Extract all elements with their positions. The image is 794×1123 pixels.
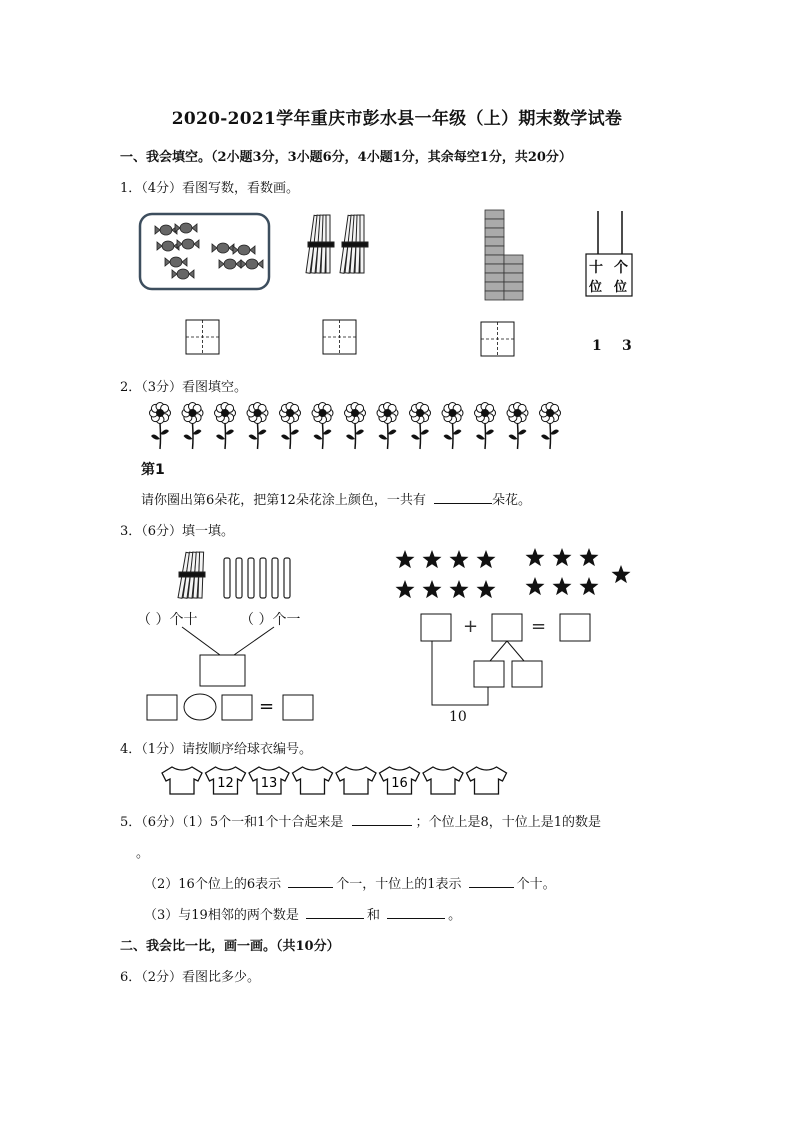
digit-ones: 3 — [622, 338, 632, 354]
abacus-label-ten: 十 — [589, 260, 603, 276]
question-5-3 — [144, 904, 461, 923]
shirt-number: 16 — [391, 776, 408, 791]
q5-text-b: ；个位上是8，十位上是1的数是 — [415, 815, 602, 830]
digit-tens: 1 — [592, 338, 602, 354]
shirt-6-icon[interactable] — [380, 767, 420, 794]
q5-blank-2[interactable] — [288, 876, 333, 888]
q5-text-a: 5．（6分）（1）5个一和1个十合起来是 — [120, 815, 344, 830]
q5-sub3-a: （3）与19相邻的两个数是 — [144, 908, 299, 923]
q3-ten-label: 10 — [449, 709, 467, 725]
question-5-1 — [120, 811, 601, 830]
abacus-label-wei-1: 位 — [589, 280, 603, 295]
shirt-7-icon[interactable] — [423, 767, 463, 794]
shirt-number: 13 — [260, 776, 278, 791]
shirt-8-icon[interactable] — [467, 767, 507, 794]
question-5-2 — [144, 873, 556, 892]
shirt-3-icon[interactable] — [249, 767, 289, 794]
q2-text-b: 朵花。 — [491, 493, 531, 508]
shirt-4-icon[interactable] — [293, 767, 333, 794]
page-title: 2020-2021学年重庆市彭水县一年级（上）期末数学试卷 — [171, 109, 623, 129]
q3-paren-one: （ ）个一 — [240, 612, 301, 628]
q5-sub2-a: （2）16个位上的6表示 — [144, 877, 282, 892]
section-2-header: 二、我会比一比，画一画。（共10分） — [120, 939, 340, 954]
q5-blank-1[interactable] — [352, 814, 412, 826]
q5-sub2-c: 个十。 — [516, 877, 556, 892]
abacus-label-one: 个 — [614, 260, 628, 276]
q3-equals-left: = — [259, 696, 275, 717]
shirt-1-icon[interactable] — [162, 767, 202, 794]
shirt-number: 12 — [217, 776, 234, 791]
q5-blank-4[interactable] — [306, 907, 364, 919]
question-1: 1．（4分）看图写数，看数画。 — [120, 181, 300, 196]
q5-text-c: 。 — [136, 846, 150, 861]
question-3: 3．（6分）填一填。 — [120, 524, 235, 539]
shirt-2-icon[interactable] — [206, 767, 246, 794]
question-6: 6．（2分）看图比多少。 — [120, 970, 261, 985]
q2-text-a: 请你圈出第6朵花，把第12朵花涂上颜色，一共有 — [141, 493, 426, 508]
q3-paren-ten: （ ）个十 — [137, 612, 198, 628]
q5-blank-3[interactable] — [469, 876, 514, 888]
q5-sub2-b: 个一，十位上的1表示 — [336, 877, 462, 892]
q5-sub3-b: 和 — [366, 908, 380, 923]
q3-equals-right: = — [531, 616, 547, 637]
abacus-label-wei-2: 位 — [614, 280, 628, 295]
section-1-header: 一、我会填空。（2小题3分，3小题6分，4小题1分，其余每空1分，共20分） — [120, 150, 572, 165]
flower-first-label: 第1 — [141, 462, 165, 478]
q3-plus: + — [463, 616, 479, 637]
q5-blank-5[interactable] — [387, 907, 445, 919]
shirt-5-icon[interactable] — [336, 767, 376, 794]
q5-sub3-c: 。 — [448, 908, 462, 923]
question-2: 2．（3分）看图填空。 — [120, 380, 248, 395]
question-4: 4．（1分）请按顺序给球衣编号。 — [120, 742, 313, 757]
